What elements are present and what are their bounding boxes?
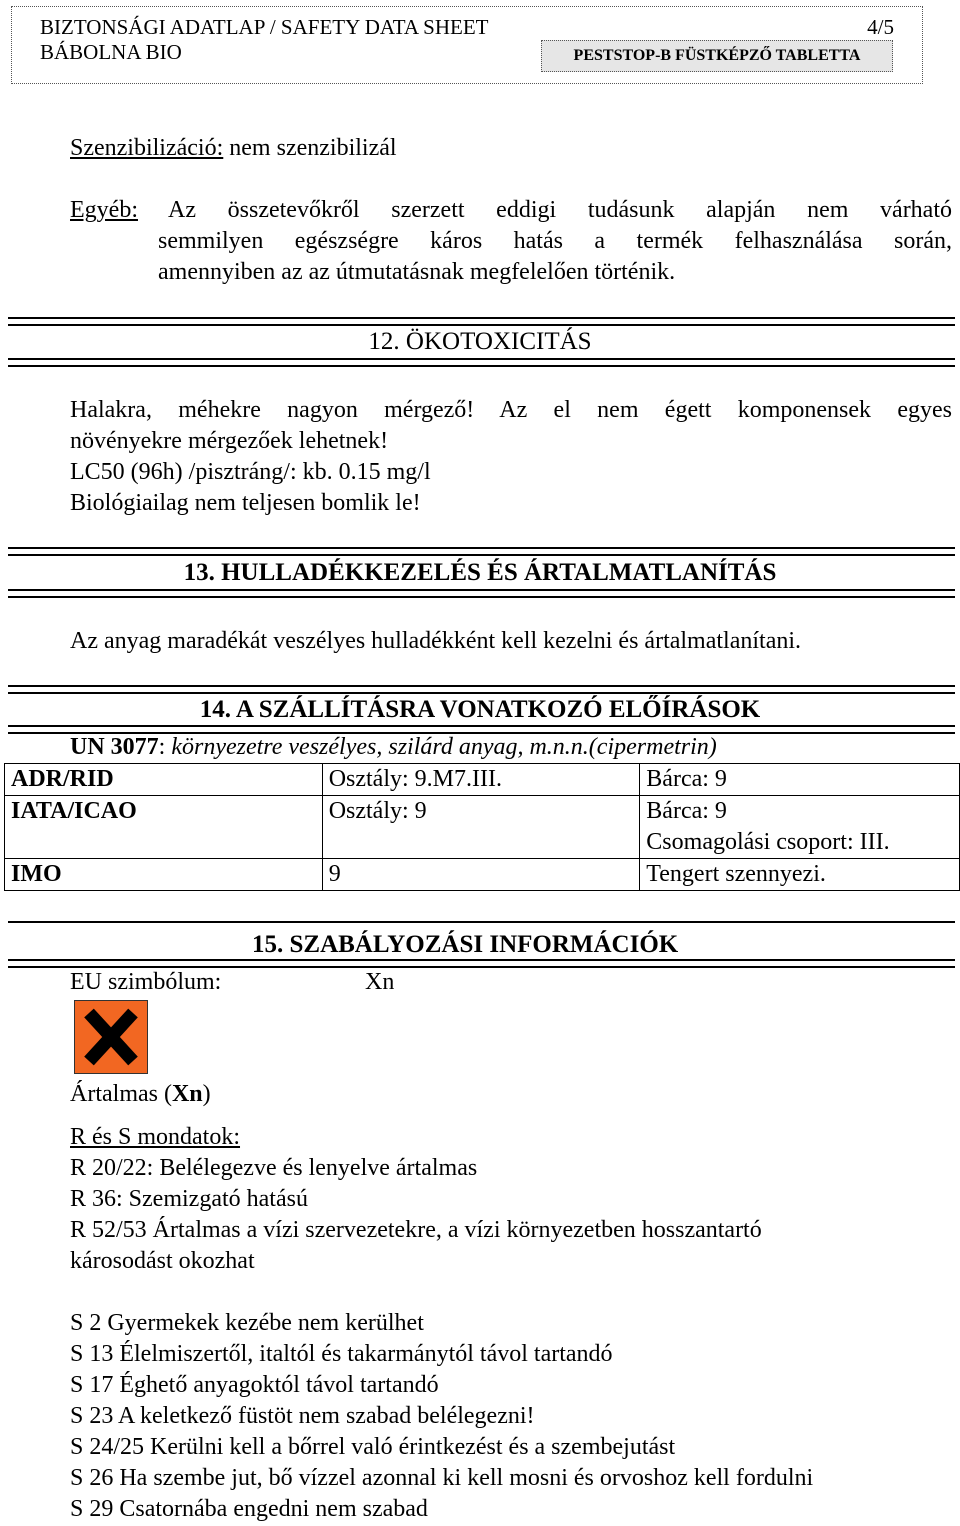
un-number: UN 3077	[70, 734, 159, 760]
document-header	[11, 6, 923, 84]
ecotox-line-2: növényekre mérgezőek lehetnek!	[70, 428, 389, 454]
section-divider	[8, 589, 955, 598]
transport-class: Osztály: 9.M7.III.	[322, 764, 640, 796]
transport-label-cell	[640, 796, 960, 859]
transport-table	[4, 763, 960, 891]
table-row	[5, 859, 960, 891]
sensitization-label: Szenzibilizáció:	[70, 135, 224, 161]
other-label: Egyéb:	[70, 197, 138, 223]
header-title: BIZTONSÁGI ADATLAP / SAFETY DATA SHEET	[40, 15, 489, 39]
r-phrase: R 52/53 Ártalmas a vízi szervezetekre, a vízi környezetben hosszantartó	[70, 1217, 762, 1243]
transport-mode: IATA/ICAO	[5, 796, 323, 859]
transport-class: 9	[322, 859, 640, 891]
section-divider	[8, 685, 955, 694]
s-phrase: S 2 Gyermekek kezébe nem kerülhet	[70, 1310, 424, 1336]
sensitization-text: nem szenzibilizál	[229, 135, 397, 161]
transport-label: Bárca: 9	[646, 798, 727, 824]
s-phrase: S 24/25 Kerülni kell a bőrrel való érintkezést és a szembejutást	[70, 1434, 676, 1460]
section-14-title: 14. A SZÁLLÍTÁSRA VONATKOZÓ ELŐÍRÁSOK	[199, 696, 761, 723]
page-number: 4/5	[867, 15, 894, 39]
hazard-close: )	[202, 1081, 211, 1107]
un-description: környezetre veszélyes, szilárd anyag, m.n.n.(cipermetrin)	[171, 734, 717, 760]
rs-heading: R és S mondatok:	[70, 1124, 241, 1150]
r-phrase: R 20/22: Belélegezve és lenyelve ártalmas	[70, 1155, 478, 1181]
transport-label: Bárca: 9	[640, 764, 960, 796]
header-company: BÁBOLNA BIO	[40, 40, 182, 64]
eu-symbol-value: Xn	[365, 969, 395, 995]
waste-text: Az anyag maradékát veszélyes hulladékként kell kezelni és ártalmatlanítani.	[70, 628, 802, 654]
table-row	[5, 764, 960, 796]
section-12-title: 12. ÖKOTOXICITÁS	[368, 328, 592, 355]
section-13-title: 13. HULLADÉKKEZELÉS ÉS ÁRTALMATLANÍTÁS	[183, 559, 777, 586]
other-line-2: semmilyen egészségre káros hatás a termék felhasználása során,	[158, 228, 952, 254]
s-phrase: S 26 Ha szembe jut, bő vízzel azonnal ki kell mosni és orvoshoz kell fordulni	[70, 1465, 814, 1491]
other-line-3: amennyiben az az útmutatásnak megfelelően történik.	[158, 259, 676, 285]
s-phrase: S 17 Éghető anyagoktól távol tartandó	[70, 1372, 439, 1398]
transport-mode: IMO	[5, 859, 323, 891]
r-phrase-continued: károsodást okozhat	[70, 1248, 255, 1274]
transport-class: Osztály: 9	[322, 796, 640, 859]
un-line: UN 3077: környezetre veszélyes, szilárd anyag, m.n.n.(cipermetrin)	[70, 734, 717, 760]
section-divider	[8, 547, 955, 556]
section-divider	[8, 317, 955, 326]
s-phrase: S 13 Élelmiszertől, italtól és takarmánytól távol tartandó	[70, 1341, 613, 1367]
ecotox-line-1: Halakra, méhekre nagyon mérgező! Az el nem égett komponensek egyes	[70, 397, 952, 423]
ecotox-line-4: Biológiailag nem teljesen bomlik le!	[70, 490, 421, 516]
other-line-1: Az összetevőkről szerzett eddigi tudásunk alapján nem várható	[168, 197, 952, 223]
transport-label: Tengert szennyezi.	[640, 859, 960, 891]
s-phrase: S 23 A keletkező füstöt nem szabad belélegezni!	[70, 1403, 535, 1429]
section-15-title: 15. SZABÁLYOZÁSI INFORMÁCIÓK	[252, 931, 679, 958]
hazard-code: Xn	[171, 1081, 203, 1107]
x-cross-icon	[74, 1000, 148, 1074]
table-row	[5, 796, 960, 859]
section-divider	[8, 921, 955, 923]
eu-symbol-label: EU szimbólum:	[70, 969, 222, 995]
packing-group: Csomagolási csoport: III.	[646, 829, 890, 855]
product-name: PESTSTOP-B FÜSTKÉPZŐ TABLETTA	[541, 40, 893, 72]
hazard-name: Ártalmas (	[70, 1081, 172, 1107]
ecotox-line-3: LC50 (96h) /pisztráng/: kb. 0.15 mg/l	[70, 459, 431, 485]
sensitization-line	[70, 133, 397, 164]
hazard-caption	[70, 1079, 211, 1110]
transport-mode: ADR/RID	[5, 764, 323, 796]
section-divider	[8, 358, 955, 367]
r-phrase: R 36: Szemizgató hatású	[70, 1186, 308, 1212]
s-phrase: S 29 Csatornába engedni nem szabad	[70, 1496, 428, 1522]
